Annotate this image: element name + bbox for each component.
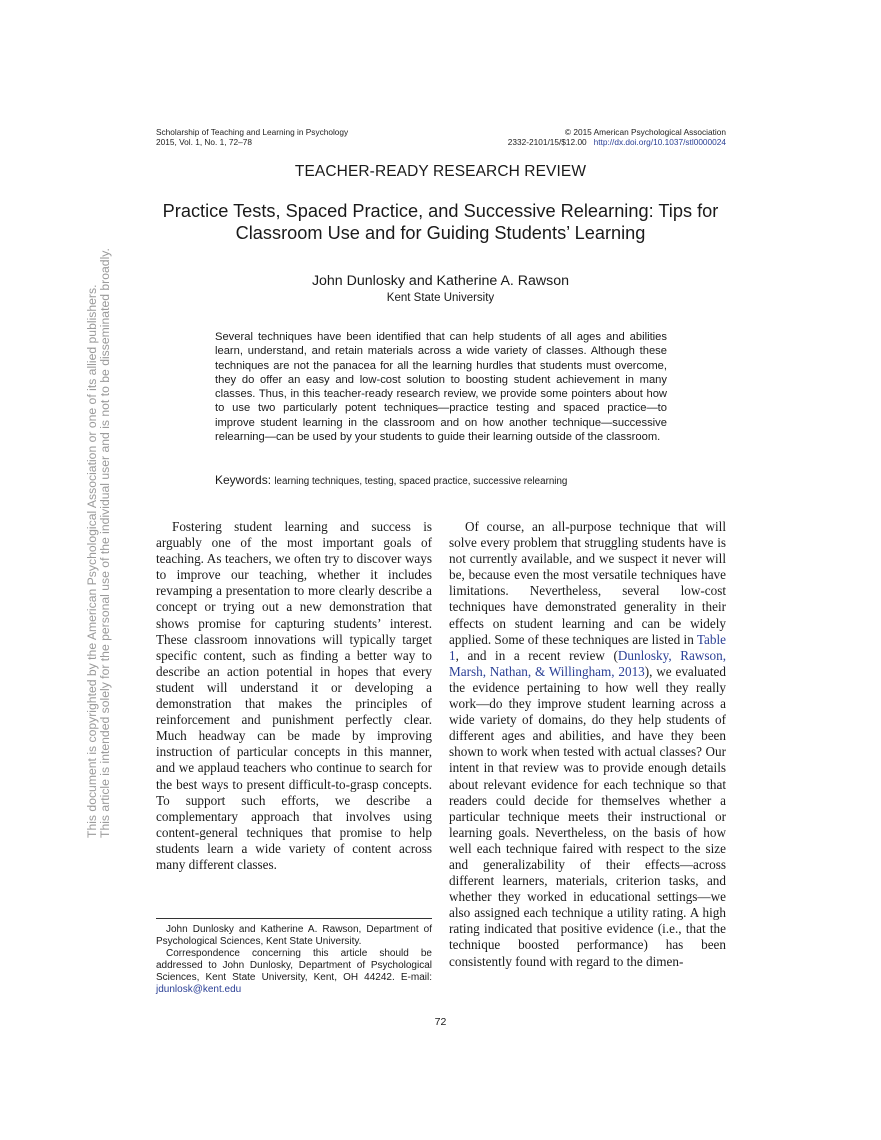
body-text: Of course, an all-purpose technique that will solve every problem that struggling students have is not currently available, and we suspect it never will be, because even the most versatile techniques have limitations. Nevertheless, several low-cost techniques have demonstrated generality in their effects on student learning and can be widely applied. Some of these techniques are listed in	[449, 519, 726, 647]
keywords	[215, 473, 567, 487]
correspondence-note	[156, 948, 432, 996]
citation-link[interactable]: Dunlosky, Rawson, Marsh, Nathan, & Willingham, 2013	[449, 647, 726, 679]
body-paragraph-techniques	[449, 519, 726, 970]
copyright-side-notice-2: This article is intended solely for the personal use of the individual user and is not to be disseminated broadly.	[98, 248, 112, 838]
author-names: John Dunlosky and Katherine A. Rawson	[311, 273, 570, 289]
copyright-side-notice-1: This document is copyrighted by the American Psychological Association or one of its allied publishers.	[85, 284, 99, 838]
issn-doi-line	[508, 137, 726, 147]
body-column-right	[449, 519, 726, 970]
author-affiliation: Kent State University	[386, 292, 495, 304]
body-column-left	[156, 519, 432, 873]
footnotes	[156, 924, 432, 996]
copyright-notice: © 2015 American Psychological Association	[564, 127, 726, 137]
volume-info: 2015, Vol. 1, No. 1, 72–78	[156, 137, 252, 147]
running-header-left	[156, 127, 348, 147]
table-1-link[interactable]: Table 1	[449, 631, 726, 663]
keywords-label: Keywords:	[215, 473, 272, 487]
email-link[interactable]: jdunlosk@kent.edu	[156, 984, 242, 995]
footnote-divider	[156, 918, 432, 919]
article-title-line-2: Classroom Use and for Guiding Students’ Learning	[235, 223, 646, 243]
article-title	[140, 200, 741, 244]
article-title-line-1: Practice Tests, Spaced Practice, and Successive Relearning: Tips for	[162, 201, 719, 221]
keywords-terms: learning techniques, testing, spaced practice, successive relearning	[274, 476, 568, 487]
author-note: John Dunlosky and Katherine A. Rawson, Department of Psychological Sciences, Kent State University.	[156, 924, 432, 947]
running-header-right	[508, 127, 726, 147]
doi-link[interactable]: http://dx.doi.org/10.1037/stl0000024	[593, 137, 726, 147]
body-text: ), we evaluated the evidence pertaining to how well they really work—do they improve student learning across a wide variety of domains, do they help students of different ages and abilities, and have they been shown to work when tested with actual classes? Our intent in that review was to provide enough details about relevant evidence for each technique so that readers could decide for themselves whether a particular technique meets their instructional or learning goals. Nevertheless, on the basis of how well each technique faired with respect to the size and generalizability of their effects—across different learners, materials, criterion tasks, and whether they worked in educational settings—we also assigned each technique a utility rating. A high rating indicated that positive evidence (i.e., that the technique boosted performance) has been consistently found with regard to the dimen-	[449, 663, 726, 969]
abstract: Several techniques have been identified that can help students of all ages and abilities learn, understand, and retain materials across a wide variety of classes. Although these techniques are not the panacea for all the learning hurdles that students must overcome, they do offer an easy and low-cost solution to boosting student achievement in many classes. Thus, in this teacher-ready research review, we provide some pointers about how to use two particularly potent techniques—practice testing and spaced practice—to improve student learning in the classroom and on how another technique—successive relearning—can be used by your students to guide their learning outside of the classroom.	[215, 331, 667, 444]
correspondence-text: Correspondence concerning this article should be addressed to John Dunlosky, Department of Psychological Sciences, Kent State University, Kent, OH 44242. E-mail:	[156, 948, 432, 983]
page-number: 72	[434, 1016, 447, 1028]
issn: 2332-2101/15/$12.00	[507, 137, 587, 147]
journal-name: Scholarship of Teaching and Learning in Psychology	[156, 127, 349, 137]
section-title: TEACHER-READY RESEARCH REVIEW	[294, 163, 587, 180]
body-text: , and in a recent review (	[455, 647, 618, 663]
body-paragraph-intro: Fostering student learning and success is arguably one of the most important goals of teaching. As teachers, we often try to discover ways to improve our teaching, whether it includes revamping a presentation to more clearly describe a concept or trying out a new demonstration that shows promise for capturing students’ interest. These classroom innovations will typically target specific content, such as finding a better way to describe an action potential in hopes that every student will understand it or developing a demonstration that makes the principles of reinforcement and punishment perfectly clear. Much headway can be made by improving instruction of particular concepts in this manner, and we applaud teachers who continue to search for the best ways to present difficult-to-grasp concepts. To support such efforts, we describe a complementary approach that involves using content-general techniques that promise to help students learn a wide variety of content across many different classes.	[156, 519, 432, 872]
